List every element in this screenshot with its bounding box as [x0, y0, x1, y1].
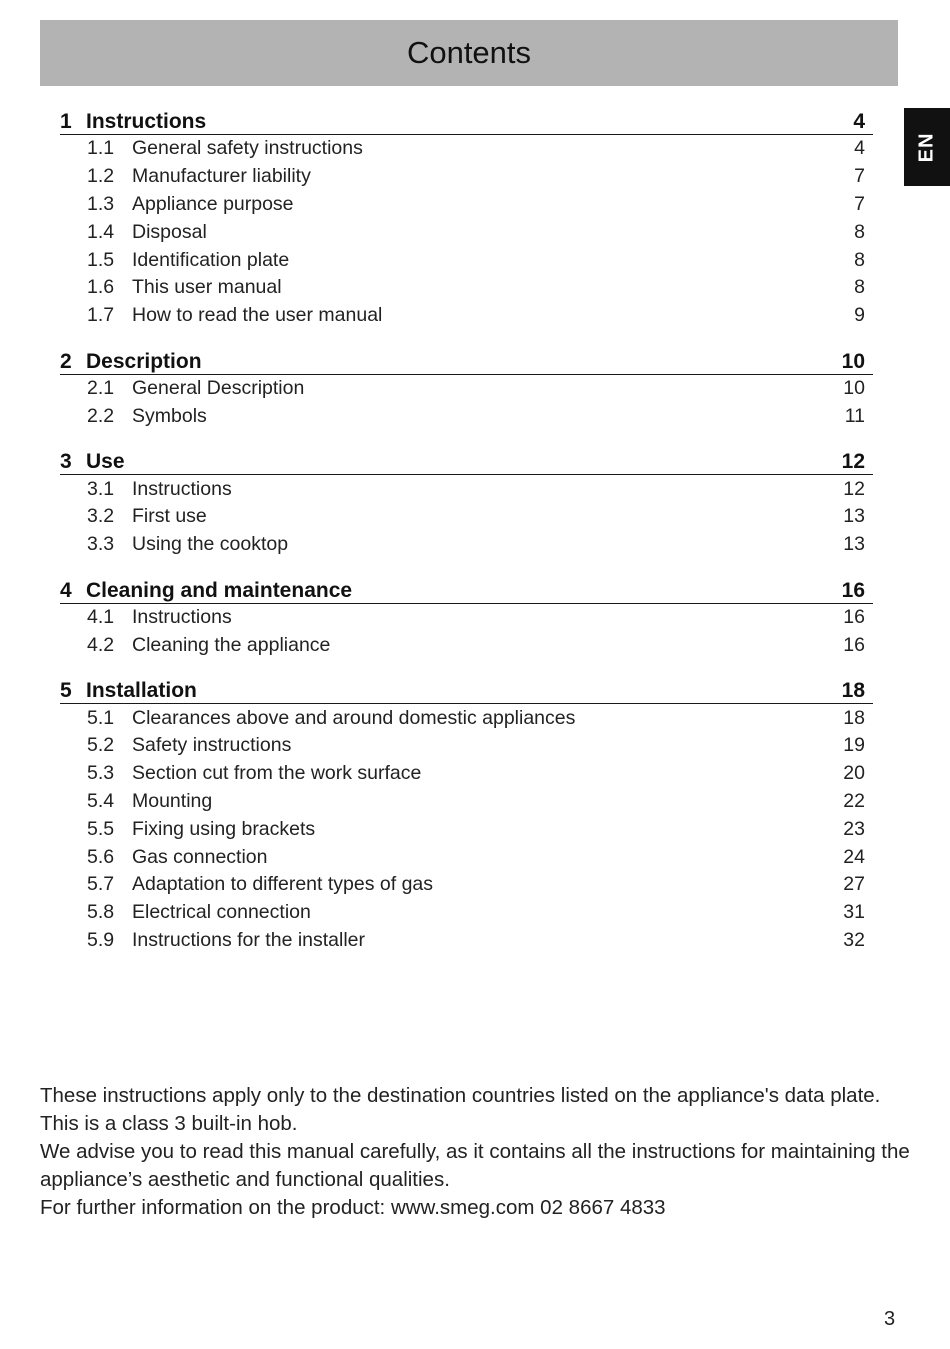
toc-entry-page: 20 [843, 762, 865, 785]
toc-section [60, 440, 873, 558]
toc-entry-page: 12 [843, 477, 865, 500]
toc-entry-page: 16 [843, 633, 865, 656]
toc-entry-number: 5.8 [87, 901, 115, 924]
footer-note-contact: For further information on the product: www.smeg.com 02 8667 4833 [40, 1196, 666, 1219]
toc-entry-title: Fixing using brackets [132, 817, 316, 840]
toc-section-heading[interactable] [60, 669, 873, 704]
toc-entry-title: Instructions [132, 477, 232, 500]
footer-notes [40, 1082, 910, 1222]
toc-entry[interactable] [60, 760, 873, 788]
toc-entry-page: 7 [854, 165, 865, 188]
toc-entry[interactable] [60, 704, 873, 732]
toc-entry-title: Safety instructions [132, 734, 292, 757]
toc-entry-number: 1.3 [87, 192, 115, 215]
toc-entry-page: 13 [843, 505, 865, 528]
toc-entry-number: 1.4 [87, 220, 115, 243]
language-label: EN [915, 132, 938, 162]
toc-section-title: Description [86, 349, 202, 373]
toc-entry-number: 4.2 [87, 633, 115, 656]
toc-entry-number: 3.3 [87, 533, 115, 556]
toc-entry[interactable] [60, 503, 873, 531]
toc-entry-number: 5.2 [87, 734, 115, 757]
toc-entry-page: 23 [843, 817, 865, 840]
toc-section-page: 10 [841, 349, 865, 373]
toc-entry-title: General safety instructions [132, 137, 363, 160]
toc-entry[interactable] [60, 246, 873, 274]
toc-entry[interactable] [60, 788, 873, 816]
toc-entry-number: 3.1 [87, 477, 115, 500]
toc-entry-number: 1.5 [87, 248, 115, 271]
toc-section-page: 4 [853, 110, 865, 133]
toc-section-heading[interactable] [60, 569, 873, 604]
toc-entry[interactable] [60, 843, 873, 871]
toc-entry[interactable] [60, 402, 873, 430]
contents-header [40, 20, 898, 86]
toc-entry-title: Mounting [132, 789, 213, 812]
toc-entry-title: Gas connection [132, 845, 268, 868]
toc-entry-title: Section cut from the work surface [132, 762, 422, 785]
toc-entry-number: 1.1 [87, 137, 115, 160]
toc-entry-number: 5.6 [87, 845, 115, 868]
toc-section-heading[interactable] [60, 100, 873, 135]
toc-entry-page: 22 [843, 789, 865, 812]
toc-entry-page: 7 [854, 192, 865, 215]
toc-entry-title: Symbols [132, 404, 207, 427]
toc-entry-number: 2.1 [87, 376, 115, 399]
toc-entry-page: 11 [844, 404, 865, 427]
toc-entry-page: 10 [843, 376, 865, 399]
toc-entry-number: 1.7 [87, 304, 115, 327]
toc-entry-title: General Description [132, 376, 305, 399]
toc-entry-title: Disposal [132, 220, 207, 243]
toc-entry-title: Instructions for the installer [132, 928, 366, 951]
toc-entry[interactable] [60, 899, 873, 927]
toc-entry-number: 2.2 [87, 404, 115, 427]
toc-entry-title: How to read the user manual [132, 304, 383, 327]
toc-entry[interactable] [60, 531, 873, 559]
toc-entry[interactable] [60, 135, 873, 163]
toc-entry[interactable] [60, 732, 873, 760]
toc-entry[interactable] [60, 302, 873, 330]
toc-entry-page: 8 [854, 248, 865, 271]
toc-entry-title: Instructions [132, 605, 232, 628]
toc-entry[interactable] [60, 218, 873, 246]
toc-entry[interactable] [60, 927, 873, 955]
toc-entry-title: First use [132, 505, 207, 528]
toc-section-title: Cleaning and maintenance [86, 578, 353, 602]
table-of-contents [60, 100, 873, 964]
toc-entry-number: 5.9 [87, 928, 115, 951]
toc-entry-title: Clearances above and around domestic appliances [132, 706, 576, 729]
toc-entry-title: This user manual [132, 276, 282, 299]
toc-entry-title: Manufacturer liability [132, 165, 311, 188]
toc-section-page: 16 [841, 578, 865, 602]
footer-note-advice: We advise you to read this manual carefully, as it contains all the instructions for maintaining the appliance’s aesthetic and functional qualities. [40, 1140, 910, 1191]
toc-entry-number: 5.5 [87, 817, 115, 840]
page-number: 3 [884, 1308, 896, 1330]
toc-entry-number: 4.1 [87, 605, 115, 628]
toc-entry-title: Electrical connection [132, 901, 311, 924]
toc-entry-number: 5.1 [87, 706, 115, 729]
footer-note-class: This is a class 3 built-in hob. [40, 1112, 298, 1135]
toc-entry-title: Cleaning the appliance [132, 633, 331, 656]
toc-entry[interactable] [60, 871, 873, 899]
toc-section [60, 100, 873, 330]
toc-entry-number: 5.3 [87, 762, 115, 785]
footer-note-destination: These instructions apply only to the destination countries listed on the appliance's data plate. [40, 1084, 881, 1107]
toc-entry[interactable] [60, 191, 873, 219]
toc-entry-page: 8 [854, 276, 865, 299]
toc-entry-number: 5.7 [87, 873, 115, 896]
toc-entry-page: 19 [843, 734, 865, 757]
toc-entry[interactable] [60, 604, 873, 632]
toc-section-heading[interactable] [60, 440, 873, 475]
toc-entry[interactable] [60, 475, 873, 503]
toc-section-title: Instructions [86, 110, 207, 133]
page-title: Contents [406, 35, 532, 70]
toc-section-number: 1 [60, 110, 72, 133]
toc-entry[interactable] [60, 815, 873, 843]
toc-section-number: 5 [60, 679, 72, 703]
toc-entry[interactable] [60, 631, 873, 659]
toc-entry-page: 16 [843, 605, 865, 628]
toc-entry[interactable] [60, 274, 873, 302]
toc-section-number: 3 [60, 450, 72, 474]
toc-entry-number: 1.6 [87, 276, 115, 299]
toc-entry-number: 5.4 [87, 789, 115, 812]
toc-entry-page: 24 [843, 845, 865, 868]
toc-entry-page: 8 [854, 220, 865, 243]
toc-section-page: 12 [841, 450, 865, 474]
toc-entry[interactable] [60, 375, 873, 403]
toc-entry-title: Identification plate [132, 248, 290, 271]
toc-section-page: 18 [841, 679, 865, 703]
toc-section-number: 4 [60, 578, 72, 602]
toc-entry-page: 27 [843, 873, 865, 896]
toc-section-title: Use [86, 450, 125, 474]
toc-entry[interactable] [60, 163, 873, 191]
toc-entry-page: 32 [843, 928, 865, 951]
language-tab [904, 108, 950, 186]
toc-entry-page: 18 [843, 706, 865, 729]
toc-entry-title: Adaptation to different types of gas [132, 873, 434, 896]
toc-entry-page: 31 [843, 901, 865, 924]
toc-entry-title: Using the cooktop [132, 533, 289, 556]
toc-entry-title: Appliance purpose [132, 192, 294, 215]
toc-section-number: 2 [60, 349, 72, 373]
toc-section [60, 569, 873, 660]
toc-section-title: Installation [86, 679, 197, 703]
toc-section [60, 669, 873, 954]
toc-entry-page: 13 [843, 533, 865, 556]
toc-section [60, 340, 873, 431]
toc-entry-number: 3.2 [87, 505, 115, 528]
toc-entry-page: 9 [854, 304, 865, 327]
toc-entry-number: 1.2 [87, 165, 115, 188]
toc-section-heading[interactable] [60, 340, 873, 375]
toc-entry-page: 4 [854, 137, 865, 160]
